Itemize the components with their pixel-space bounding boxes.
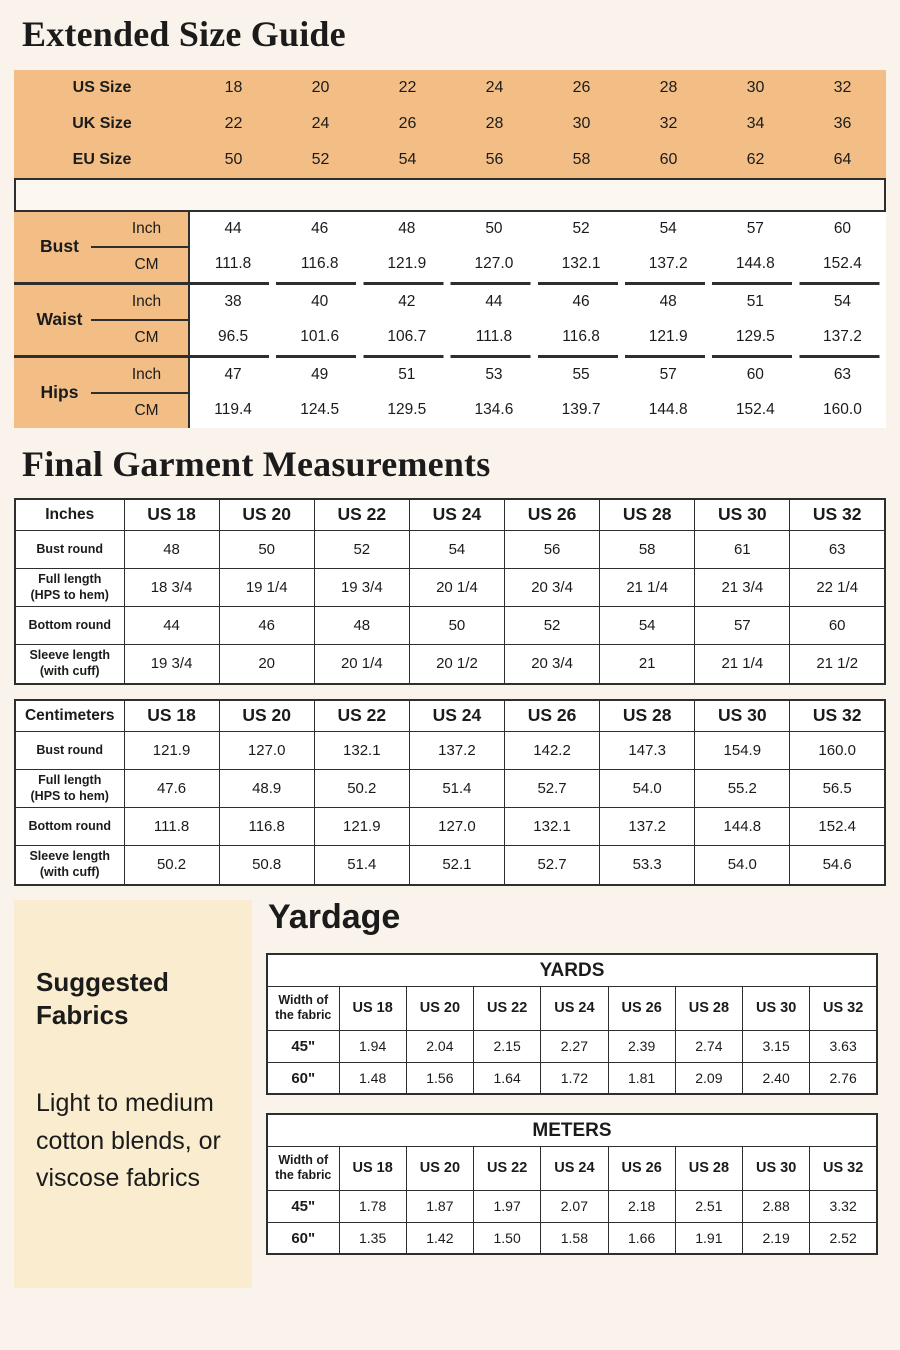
measurement-value: 137.2 bbox=[799, 320, 886, 355]
size-value: 62 bbox=[746, 150, 765, 168]
measurement-value: 116.8 bbox=[538, 320, 625, 355]
column-header: US 30 bbox=[743, 1146, 810, 1190]
fabric-width-header: Width of the fabric bbox=[267, 1146, 339, 1190]
unit-label: CM bbox=[105, 393, 189, 428]
yardage-value: 2.40 bbox=[743, 1062, 810, 1094]
row-label: Bust round bbox=[15, 732, 124, 770]
cell-value: 144.8 bbox=[695, 808, 790, 846]
measurement-value: 49 bbox=[276, 358, 363, 393]
measurement-value: 144.8 bbox=[712, 247, 799, 282]
cell-value: 50.2 bbox=[314, 770, 409, 808]
measurement-value: 40 bbox=[276, 285, 363, 320]
yardage-value: 2.04 bbox=[406, 1030, 473, 1062]
cell-value: 121.9 bbox=[124, 732, 219, 770]
cell-value: 21 1/2 bbox=[790, 645, 885, 684]
measurement-value: 152.4 bbox=[712, 393, 799, 428]
measurement-value: 152.4 bbox=[799, 247, 886, 282]
fabric-width-label: 60" bbox=[267, 1222, 339, 1254]
table-row bbox=[15, 846, 885, 885]
garment-inches-table bbox=[14, 498, 886, 685]
measurement-value: 52 bbox=[538, 212, 625, 247]
column-header: US 24 bbox=[541, 986, 608, 1030]
measurement-value: 55 bbox=[538, 358, 625, 393]
yardage-value: 2.76 bbox=[810, 1062, 877, 1094]
column-header: US 22 bbox=[314, 499, 409, 531]
size-value: 30 bbox=[746, 78, 765, 96]
yardage-value: 1.48 bbox=[339, 1062, 406, 1094]
size-value: 22 bbox=[224, 114, 243, 132]
cell-value: 132.1 bbox=[314, 732, 409, 770]
cell-value: 22 1/4 bbox=[790, 569, 885, 607]
measurement-value: 106.7 bbox=[363, 320, 450, 355]
column-header: US 30 bbox=[695, 499, 790, 531]
measurement-value: 121.9 bbox=[363, 247, 450, 282]
table-row bbox=[15, 607, 885, 645]
suggested-fabrics-text: Light to medium cotton blends, or viscose fabrics bbox=[36, 1089, 221, 1193]
cell-value: 63 bbox=[790, 531, 885, 569]
measurement-value: 46 bbox=[538, 285, 625, 320]
row-label: Full length (HPS to hem) bbox=[15, 770, 124, 808]
column-header: US 30 bbox=[743, 986, 810, 1030]
unit-corner-header: Centimeters bbox=[15, 700, 124, 732]
yardage-value: 1.66 bbox=[608, 1222, 675, 1254]
unit-title: METERS bbox=[267, 1114, 877, 1146]
yardage-header-row bbox=[267, 986, 877, 1030]
table-row bbox=[15, 531, 885, 569]
measurement-value: 60 bbox=[799, 212, 886, 247]
cell-value: 58 bbox=[600, 531, 695, 569]
cell-value: 52 bbox=[314, 531, 409, 569]
size-row bbox=[14, 106, 886, 142]
yardage-value: 1.64 bbox=[474, 1062, 541, 1094]
cell-value: 50.8 bbox=[219, 846, 314, 885]
yardage-row bbox=[267, 1222, 877, 1254]
yardage-value: 2.74 bbox=[675, 1030, 742, 1062]
cell-value: 55.2 bbox=[695, 770, 790, 808]
size-value: 28 bbox=[485, 114, 504, 132]
row-label: Bust round bbox=[15, 531, 124, 569]
yardage-value: 3.15 bbox=[743, 1030, 810, 1062]
yardage-value: 2.15 bbox=[474, 1030, 541, 1062]
size-system-label: EU Size bbox=[72, 150, 132, 168]
column-header: US 20 bbox=[406, 986, 473, 1030]
cell-value: 19 3/4 bbox=[314, 569, 409, 607]
column-header: US 22 bbox=[314, 700, 409, 732]
size-value: 64 bbox=[833, 150, 852, 168]
yardage-value: 1.50 bbox=[474, 1222, 541, 1254]
cell-value: 20 1/4 bbox=[314, 645, 409, 684]
cell-value: 18 3/4 bbox=[124, 569, 219, 607]
cell-value: 50 bbox=[409, 607, 504, 645]
yardage-value: 2.88 bbox=[743, 1190, 810, 1222]
cell-value: 50 bbox=[219, 531, 314, 569]
measurement-value: 124.5 bbox=[276, 393, 363, 428]
unit-label: Inch bbox=[105, 212, 189, 247]
fabric-width-label: 45" bbox=[267, 1030, 339, 1062]
cell-value: 51.4 bbox=[409, 770, 504, 808]
size-value: 56 bbox=[485, 150, 504, 168]
cell-value: 19 1/4 bbox=[219, 569, 314, 607]
row-label: Sleeve length (with cuff) bbox=[15, 846, 124, 885]
unit-corner-header: Inches bbox=[15, 499, 124, 531]
cell-value: 127.0 bbox=[409, 808, 504, 846]
column-header: US 24 bbox=[541, 1146, 608, 1190]
size-value: 24 bbox=[311, 114, 330, 132]
size-value: 26 bbox=[398, 114, 417, 132]
measurement-value: 119.4 bbox=[189, 393, 276, 428]
yardage-value: 1.58 bbox=[541, 1222, 608, 1254]
measurement-value: 42 bbox=[363, 285, 450, 320]
size-value: 36 bbox=[833, 114, 852, 132]
body-measure-row bbox=[14, 212, 886, 247]
yardage-value: 2.19 bbox=[743, 1222, 810, 1254]
yardage-tables bbox=[266, 897, 878, 1256]
size-value: 20 bbox=[311, 78, 330, 96]
yardage-value: 1.97 bbox=[474, 1190, 541, 1222]
size-value: 28 bbox=[659, 78, 678, 96]
cell-value: 154.9 bbox=[695, 732, 790, 770]
body-measurements-table bbox=[14, 212, 886, 428]
cell-value: 20 1/2 bbox=[409, 645, 504, 684]
table-row bbox=[15, 645, 885, 684]
column-header: US 28 bbox=[600, 499, 695, 531]
measurement-value: 50 bbox=[450, 212, 537, 247]
measurement-value: 51 bbox=[363, 358, 450, 393]
cell-value: 52.7 bbox=[505, 846, 600, 885]
cell-value: 121.9 bbox=[314, 808, 409, 846]
yardage-value: 2.27 bbox=[541, 1030, 608, 1062]
cell-value: 54.0 bbox=[600, 770, 695, 808]
column-header: US 24 bbox=[409, 700, 504, 732]
column-header: US 26 bbox=[608, 986, 675, 1030]
measurement-value: 47 bbox=[189, 358, 276, 393]
yardage-section bbox=[14, 897, 886, 1288]
yardage-value: 1.78 bbox=[339, 1190, 406, 1222]
yardage-value: 1.81 bbox=[608, 1062, 675, 1094]
yardage-unit-title-row bbox=[267, 954, 877, 986]
column-header: US 26 bbox=[505, 499, 600, 531]
cell-value: 54 bbox=[600, 607, 695, 645]
cell-value: 132.1 bbox=[505, 808, 600, 846]
unit-label: CM bbox=[105, 320, 189, 355]
measurement-value: 160.0 bbox=[799, 393, 886, 428]
table-header-row bbox=[15, 499, 885, 531]
yardage-value: 2.07 bbox=[541, 1190, 608, 1222]
cell-value: 137.2 bbox=[600, 808, 695, 846]
body-part-label: Waist bbox=[14, 285, 105, 355]
size-value: 34 bbox=[746, 114, 765, 132]
yardage-title: Yardage bbox=[268, 897, 401, 936]
unit-label: Inch bbox=[105, 285, 189, 320]
column-header: US 20 bbox=[219, 700, 314, 732]
size-row bbox=[14, 70, 886, 106]
size-value: 32 bbox=[833, 78, 852, 96]
table-row bbox=[15, 770, 885, 808]
measurement-value: 46 bbox=[276, 212, 363, 247]
cell-value: 20 bbox=[219, 645, 314, 684]
measurement-value: 63 bbox=[799, 358, 886, 393]
size-system-label: US Size bbox=[72, 78, 132, 96]
column-header: US 20 bbox=[406, 1146, 473, 1190]
column-header: US 30 bbox=[695, 700, 790, 732]
cell-value: 20 3/4 bbox=[505, 645, 600, 684]
cell-value: 54.6 bbox=[790, 846, 885, 885]
size-value: 24 bbox=[485, 78, 504, 96]
size-value: 18 bbox=[224, 78, 243, 96]
cell-value: 152.4 bbox=[790, 808, 885, 846]
column-header: US 28 bbox=[675, 1146, 742, 1190]
body-measure-row bbox=[14, 358, 886, 393]
page-title: Extended Size Guide bbox=[22, 14, 346, 54]
cell-value: 47.6 bbox=[124, 770, 219, 808]
measurement-value: 96.5 bbox=[189, 320, 276, 355]
body-measure-row bbox=[14, 320, 886, 355]
cell-value: 19 3/4 bbox=[124, 645, 219, 684]
cell-value: 52.1 bbox=[409, 846, 504, 885]
yardage-value: 2.52 bbox=[810, 1222, 877, 1254]
garment-cm-table bbox=[14, 699, 886, 886]
cell-value: 137.2 bbox=[409, 732, 504, 770]
cell-value: 53.3 bbox=[600, 846, 695, 885]
size-value: 52 bbox=[311, 150, 330, 168]
yardage-value: 3.63 bbox=[810, 1030, 877, 1062]
measurement-value: 44 bbox=[450, 285, 537, 320]
fabric-width-header: Width of the fabric bbox=[267, 986, 339, 1030]
size-row bbox=[14, 142, 886, 178]
suggested-fabrics-heading: Suggested Fabrics bbox=[36, 966, 169, 1031]
row-label: Bottom round bbox=[15, 607, 124, 645]
size-system-label: UK Size bbox=[72, 114, 132, 132]
column-header: US 20 bbox=[219, 499, 314, 531]
cell-value: 21 3/4 bbox=[695, 569, 790, 607]
column-header: US 18 bbox=[339, 986, 406, 1030]
row-label: Bottom round bbox=[15, 808, 124, 846]
measurement-value: 127.0 bbox=[450, 247, 537, 282]
cell-value: 48 bbox=[124, 531, 219, 569]
column-header: US 32 bbox=[790, 700, 885, 732]
cell-value: 54 bbox=[409, 531, 504, 569]
yardage-value: 2.39 bbox=[608, 1030, 675, 1062]
column-header: US 22 bbox=[474, 986, 541, 1030]
yardage-row bbox=[267, 1062, 877, 1094]
measurement-value: 121.9 bbox=[625, 320, 712, 355]
fabric-width-label: 60" bbox=[267, 1062, 339, 1094]
row-label: Sleeve length (with cuff) bbox=[15, 645, 124, 684]
measurement-value: 129.5 bbox=[363, 393, 450, 428]
yardage-value: 2.09 bbox=[675, 1062, 742, 1094]
cell-value: 46 bbox=[219, 607, 314, 645]
cell-value: 21 bbox=[600, 645, 695, 684]
size-value: 58 bbox=[572, 150, 591, 168]
body-part-label: Bust bbox=[14, 212, 105, 282]
cell-value: 20 3/4 bbox=[505, 569, 600, 607]
cell-value: 48.9 bbox=[219, 770, 314, 808]
column-header: US 18 bbox=[124, 499, 219, 531]
yardage-value: 1.35 bbox=[339, 1222, 406, 1254]
column-header: US 32 bbox=[810, 1146, 877, 1190]
measurement-value: 60 bbox=[712, 358, 799, 393]
cell-value: 57 bbox=[695, 607, 790, 645]
size-value: 32 bbox=[659, 114, 678, 132]
column-header: US 18 bbox=[124, 700, 219, 732]
yardage-value: 1.94 bbox=[339, 1030, 406, 1062]
unit-title: YARDS bbox=[267, 954, 877, 986]
cell-value: 142.2 bbox=[505, 732, 600, 770]
cell-value: 21 1/4 bbox=[600, 569, 695, 607]
cell-value: 21 1/4 bbox=[695, 645, 790, 684]
column-header: US 24 bbox=[409, 499, 504, 531]
table-row bbox=[15, 732, 885, 770]
measurement-value: 101.6 bbox=[276, 320, 363, 355]
measurement-value: 111.8 bbox=[189, 247, 276, 282]
cell-value: 127.0 bbox=[219, 732, 314, 770]
measurement-value: 48 bbox=[625, 285, 712, 320]
row-label: Full length (HPS to hem) bbox=[15, 569, 124, 607]
yardage-row bbox=[267, 1030, 877, 1062]
measurement-value: 134.6 bbox=[450, 393, 537, 428]
measurement-value: 54 bbox=[625, 212, 712, 247]
column-header: US 26 bbox=[505, 700, 600, 732]
yardage-value: 1.56 bbox=[406, 1062, 473, 1094]
body-measure-row bbox=[14, 247, 886, 282]
cell-value: 56.5 bbox=[790, 770, 885, 808]
yardage-value: 1.91 bbox=[675, 1222, 742, 1254]
column-header: US 28 bbox=[600, 700, 695, 732]
size-value: 22 bbox=[398, 78, 417, 96]
table-row bbox=[15, 569, 885, 607]
cell-value: 61 bbox=[695, 531, 790, 569]
cell-value: 52.7 bbox=[505, 770, 600, 808]
column-header: US 18 bbox=[339, 1146, 406, 1190]
size-value: 54 bbox=[398, 150, 417, 168]
cell-value: 56 bbox=[505, 531, 600, 569]
cell-value: 147.3 bbox=[600, 732, 695, 770]
table-header-row bbox=[15, 700, 885, 732]
yardage-header-row bbox=[267, 1146, 877, 1190]
meters-table bbox=[266, 1113, 878, 1255]
measurement-value: 57 bbox=[712, 212, 799, 247]
yardage-value: 2.51 bbox=[675, 1190, 742, 1222]
measurement-value: 132.1 bbox=[538, 247, 625, 282]
yardage-value: 1.87 bbox=[406, 1190, 473, 1222]
measurement-value: 129.5 bbox=[712, 320, 799, 355]
cell-value: 48 bbox=[314, 607, 409, 645]
column-header: US 32 bbox=[790, 499, 885, 531]
measurement-value: 48 bbox=[363, 212, 450, 247]
column-header: US 26 bbox=[608, 1146, 675, 1190]
cell-value: 111.8 bbox=[124, 808, 219, 846]
cell-value: 20 1/4 bbox=[409, 569, 504, 607]
cell-value: 51.4 bbox=[314, 846, 409, 885]
yardage-row bbox=[267, 1190, 877, 1222]
table-row bbox=[15, 808, 885, 846]
column-header: US 32 bbox=[810, 986, 877, 1030]
measurement-value: 44 bbox=[189, 212, 276, 247]
body-measure-row bbox=[14, 393, 886, 428]
cell-value: 44 bbox=[124, 607, 219, 645]
size-value: 30 bbox=[572, 114, 591, 132]
yards-table bbox=[266, 953, 878, 1095]
unit-label: CM bbox=[105, 247, 189, 282]
size-value: 26 bbox=[572, 78, 591, 96]
yardage-value: 1.72 bbox=[541, 1062, 608, 1094]
body-measure-row bbox=[14, 285, 886, 320]
measurement-value: 54 bbox=[799, 285, 886, 320]
unit-label: Inch bbox=[105, 358, 189, 393]
measurement-value: 144.8 bbox=[625, 393, 712, 428]
measurement-value: 38 bbox=[189, 285, 276, 320]
column-header: US 22 bbox=[474, 1146, 541, 1190]
divider-strip bbox=[14, 178, 886, 212]
size-conversion-table bbox=[14, 70, 886, 178]
cell-value: 60 bbox=[790, 607, 885, 645]
size-value: 60 bbox=[659, 150, 678, 168]
yardage-unit-title-row bbox=[267, 1114, 877, 1146]
measurement-value: 116.8 bbox=[276, 247, 363, 282]
suggested-fabrics-panel bbox=[14, 900, 252, 1288]
column-header: US 28 bbox=[675, 986, 742, 1030]
yardage-value: 3.32 bbox=[810, 1190, 877, 1222]
measurement-value: 51 bbox=[712, 285, 799, 320]
yardage-value: 2.18 bbox=[608, 1190, 675, 1222]
measurement-value: 137.2 bbox=[625, 247, 712, 282]
cell-value: 160.0 bbox=[790, 732, 885, 770]
cell-value: 116.8 bbox=[219, 808, 314, 846]
measurement-value: 57 bbox=[625, 358, 712, 393]
measurement-value: 139.7 bbox=[538, 393, 625, 428]
yardage-value: 1.42 bbox=[406, 1222, 473, 1254]
cell-value: 52 bbox=[505, 607, 600, 645]
fabric-width-label: 45" bbox=[267, 1190, 339, 1222]
body-part-label: Hips bbox=[14, 358, 105, 428]
measurement-value: 53 bbox=[450, 358, 537, 393]
cell-value: 54.0 bbox=[695, 846, 790, 885]
garment-measurements-title: Final Garment Measurements bbox=[22, 443, 491, 484]
measurement-value: 111.8 bbox=[450, 320, 537, 355]
size-value: 50 bbox=[224, 150, 243, 168]
cell-value: 50.2 bbox=[124, 846, 219, 885]
